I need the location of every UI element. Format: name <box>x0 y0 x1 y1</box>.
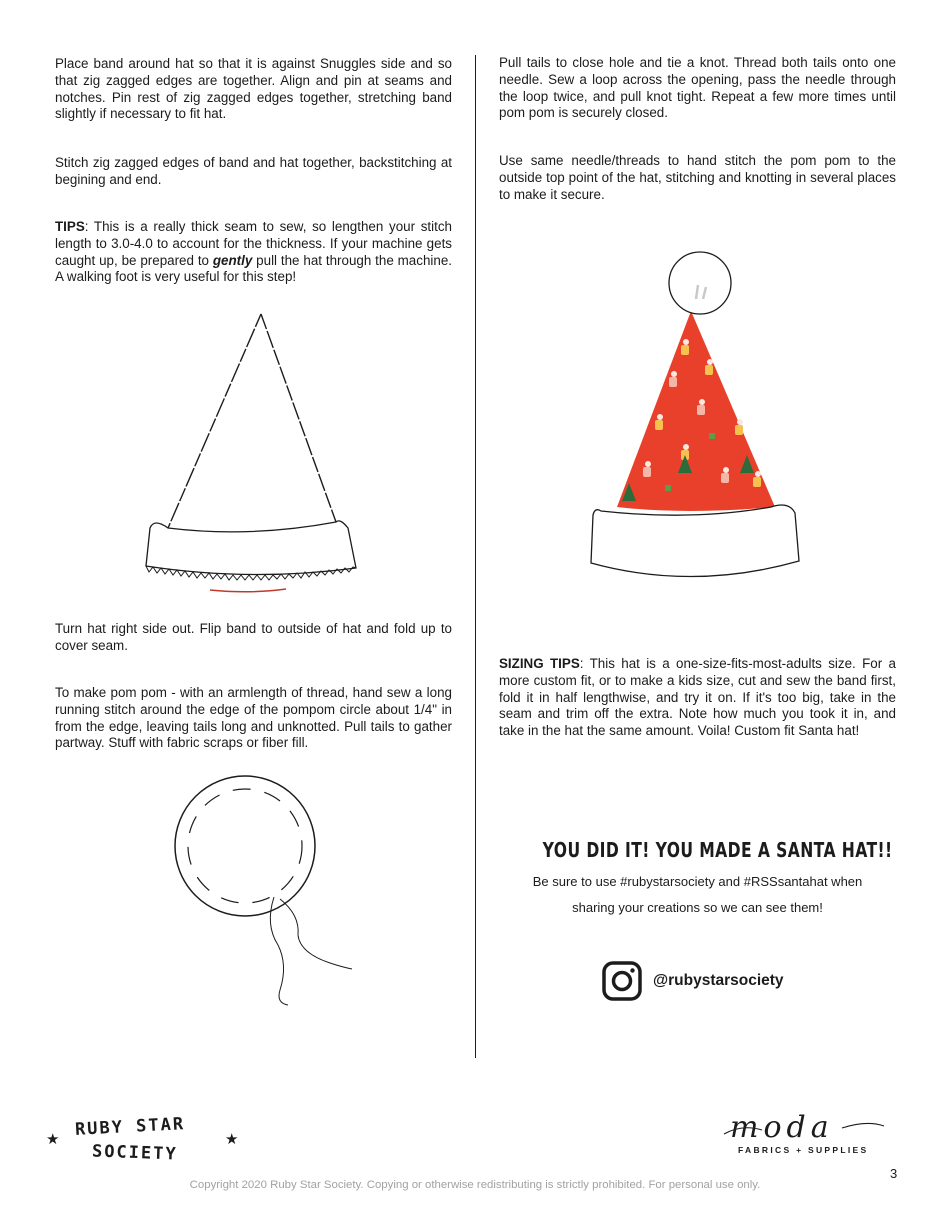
finished-santa-hat-illustration <box>585 245 810 585</box>
instruction-attach-pom-pom <box>499 153 896 203</box>
ruby-star-logo-line-1: RUBY STAR <box>74 1114 186 1140</box>
instagram-icon <box>601 960 643 1002</box>
celebration-block <box>499 838 896 921</box>
instruction-close-pom-pom <box>499 55 896 122</box>
instruction-pom-pom <box>55 685 452 752</box>
tips-text: : This is a really thick seam to sew, so lengthen your stitch length to 3.0-4.0 to account for the thickness. If your machine gets caught up, be prepared to <box>55 219 452 268</box>
tips-paragraph <box>55 219 452 286</box>
paragraph: Pull tails to close hole and tie a knot. Thread both tails onto one needle. Sew a loop across the opening, pass the needle through the loop twice, and pull knot tight. Repeat a few more times until pom pom is securely closed. <box>499 55 896 121</box>
celebration-headline: YOU DID IT! YOU MADE A SANTA HAT!! <box>542 838 893 862</box>
paragraph: Use same needle/threads to hand stitch the pom pom to the outside top point of the hat, stitching and knotting in several places to make it secure. <box>499 153 896 202</box>
paragraph: Stitch zig zagged edges of band and hat together, backstitching at begining and end. <box>55 155 452 187</box>
paragraph: Turn hat right side out. Flip band to outside of hat and fold up to cover seam. <box>55 621 452 653</box>
pom-pom-circle-illustration <box>170 775 360 1010</box>
column-divider <box>475 55 476 1058</box>
copyright-notice: Copyright 2020 Ruby Star Society. Copying or otherwise redistributing is strictly prohibited. For personal use only. <box>189 1179 761 1191</box>
paragraph: Place band around hat so that it is against Snuggles side and so that zig zagged edges are together. Align and pin at seams and notches. Pin rest of zig zagged edges together, stretching band slightly if necessary to fit hat. <box>55 56 452 122</box>
moda-logo-swash <box>722 1120 887 1140</box>
page-number: 3 <box>890 1166 898 1181</box>
celebration-line-2: sharing your creations so we can see them! <box>572 900 823 915</box>
tips-label: TIPS <box>55 219 85 234</box>
paragraph: To make pom pom - with an armlength of thread, hand sew a long running stitch around the edge of the pompom circle about 1/4" in from the edge, leaving tails long and unknotted. Pull tails to gather partway. Stuff with fabric scraps or fiber fill. <box>55 685 452 751</box>
hat-outline-illustration <box>140 310 370 600</box>
star-icon: ★ <box>225 1131 239 1148</box>
moda-logo-script: moda <box>730 1110 834 1145</box>
paragraph <box>499 656 896 740</box>
celebration-line-1: Be sure to use #rubystarsociety and #RSSsantahat when <box>532 874 863 889</box>
instruction-turn-hat <box>55 621 452 655</box>
star-icon: ★ <box>46 1131 60 1148</box>
instagram-handle[interactable]: @rubystarsociety <box>653 972 784 989</box>
ruby-star-logo-line-2: SOCIETY <box>91 1141 178 1165</box>
tips-emphasis: gently <box>212 252 253 268</box>
instruction-band-placement <box>55 56 452 123</box>
sizing-tips-text: : This hat is a one-size-fits-most-adults size. For a more custom fit, or to make a kids size, cut and sew the band first, fold it in half lengthwise, and try it on. If it's too big, take in the seam and trim off the extra. Note how much you took it in, and take in the hat the same amount. Voila! Custom fit Santa hat! <box>499 656 896 739</box>
tips-text-end: pull the hat through the machine. A walking foot is very useful for this step! <box>55 252 452 285</box>
instagram-link[interactable] <box>601 960 784 1002</box>
instruction-stitch-band <box>55 155 452 189</box>
sizing-tips-paragraph <box>499 656 896 740</box>
paragraph <box>55 219 452 286</box>
sizing-tips-label: SIZING TIPS <box>499 656 580 671</box>
moda-logo-tagline: FABRICS + SUPPLIES <box>738 1145 869 1155</box>
